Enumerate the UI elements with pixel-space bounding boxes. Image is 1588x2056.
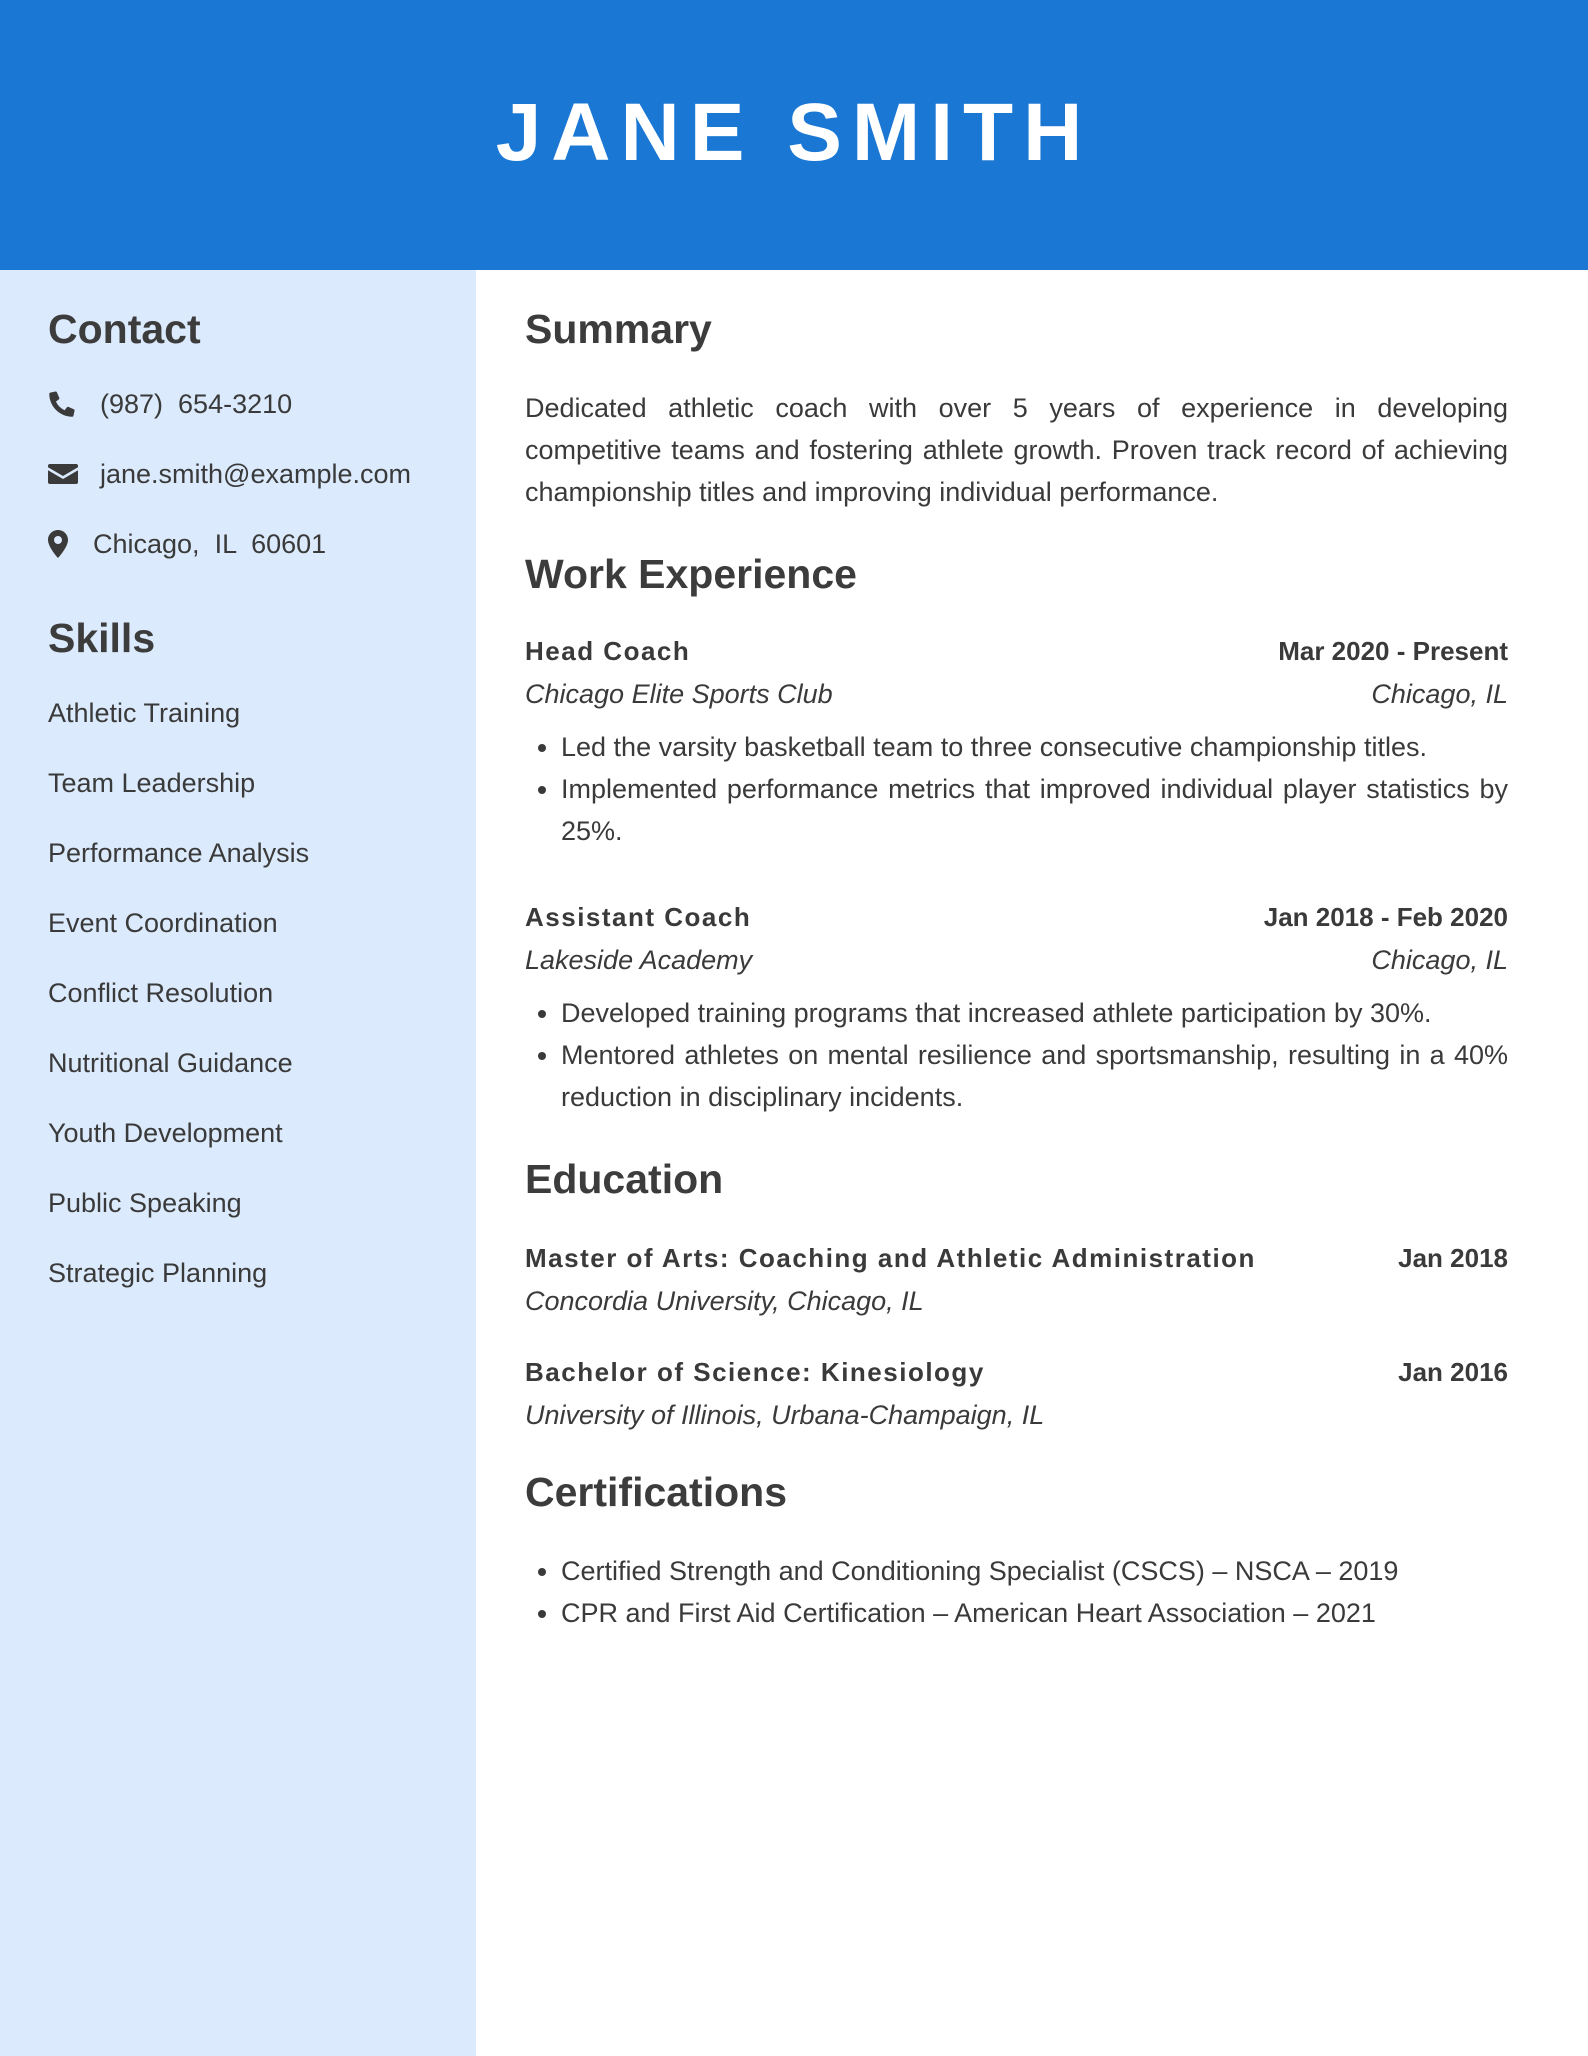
job-dates: Jan 2018 - Feb 2020 xyxy=(1263,902,1508,932)
map-pin-icon xyxy=(48,530,93,558)
job-bullet: • Led the varsity basketball team to three consecutive championship titles. xyxy=(561,726,1508,768)
resume-header xyxy=(0,0,1588,270)
skills-list xyxy=(48,698,446,1288)
contact-email-text: jane.smith@example.com xyxy=(100,458,412,489)
summary-heading: Summary xyxy=(525,306,712,352)
resume-body xyxy=(0,270,1588,2056)
job-location: Chicago, IL xyxy=(1371,679,1508,709)
work-experience-section xyxy=(525,551,1508,1118)
education-entry xyxy=(525,1357,1508,1431)
contact-location xyxy=(48,529,446,559)
school-name: Concordia University, Chicago, IL xyxy=(525,1286,924,1316)
skill-item: Nutritional Guidance xyxy=(48,1048,293,1078)
degree-date: Jan 2016 xyxy=(1398,1357,1508,1387)
skill-item: Event Coordination xyxy=(48,908,278,938)
job-entry xyxy=(525,636,1508,852)
education-header-row xyxy=(525,1357,1508,1388)
sidebar xyxy=(0,270,476,2056)
job-entry xyxy=(525,902,1508,1118)
skill-item: Strategic Planning xyxy=(48,1258,268,1288)
job-bullets xyxy=(525,726,1508,852)
main-content xyxy=(476,270,1588,2056)
job-org-row xyxy=(525,945,1508,976)
contact-section xyxy=(48,306,446,559)
certification-item: • CPR and First Aid Certification – American Heart Association – 2021 xyxy=(561,1592,1508,1634)
skill-item: Youth Development xyxy=(48,1118,283,1148)
summary-section xyxy=(525,306,1508,513)
job-bullet: • Implemented performance metrics that improved individual player statistics by 25%. xyxy=(561,768,1508,852)
skill-item: Team Leadership xyxy=(48,768,256,798)
job-title: Assistant Coach xyxy=(525,902,752,932)
job-header-row xyxy=(525,902,1508,933)
degree-title: Master of Arts: Coaching and Athletic Administration xyxy=(525,1243,1256,1273)
certifications-list xyxy=(525,1550,1508,1634)
job-organization: Lakeside Academy xyxy=(525,945,753,975)
school-name: University of Illinois, Urbana-Champaign, IL xyxy=(525,1400,1045,1430)
job-dates: Mar 2020 - Present xyxy=(1278,636,1508,666)
job-bullet: • Developed training programs that increased athlete participation by 30%. xyxy=(561,992,1508,1034)
skill-item: Public Speaking xyxy=(48,1188,242,1218)
envelope-icon xyxy=(48,462,100,486)
work-experience-heading: Work Experience xyxy=(525,551,857,597)
candidate-name: JANE SMITH xyxy=(495,87,1093,178)
education-heading: Education xyxy=(525,1156,724,1202)
job-bullets xyxy=(525,992,1508,1118)
job-org-row xyxy=(525,679,1508,710)
contact-email xyxy=(48,459,446,489)
education-header-row xyxy=(525,1243,1508,1274)
summary-text: Dedicated athletic coach with over 5 years of experience in developing competitive teams and fostering athlete growth. Proven track record of achieving championship titles and improving individual performance. xyxy=(525,393,1508,507)
certifications-section xyxy=(525,1469,1508,1634)
contact-location-text: Chicago, IL 60601 xyxy=(93,528,327,559)
skills-section xyxy=(48,615,446,1288)
certifications-heading: Certifications xyxy=(525,1469,787,1515)
job-location: Chicago, IL xyxy=(1371,945,1508,975)
phone-icon xyxy=(48,390,100,418)
skill-item: Performance Analysis xyxy=(48,838,310,868)
skill-item: Athletic Training xyxy=(48,698,241,728)
certification-item: • Certified Strength and Conditioning Specialist (CSCS) – NSCA – 2019 xyxy=(561,1550,1508,1592)
skill-item: Conflict Resolution xyxy=(48,978,274,1008)
degree-date: Jan 2018 xyxy=(1398,1243,1508,1273)
job-header-row xyxy=(525,636,1508,667)
contact-phone xyxy=(48,389,446,419)
job-organization: Chicago Elite Sports Club xyxy=(525,679,833,709)
contact-phone-text: (987) 654-3210 xyxy=(100,388,293,419)
degree-title: Bachelor of Science: Kinesiology xyxy=(525,1357,985,1387)
contact-heading: Contact xyxy=(48,306,201,352)
education-section xyxy=(525,1156,1508,1431)
skills-heading: Skills xyxy=(48,615,156,661)
education-entry xyxy=(525,1243,1508,1317)
job-title: Head Coach xyxy=(525,636,691,666)
job-bullet: • Mentored athletes on mental resilience and sportsmanship, resulting in a 40% reduction in disciplinary incidents. xyxy=(561,1034,1508,1118)
contact-list xyxy=(48,389,446,559)
